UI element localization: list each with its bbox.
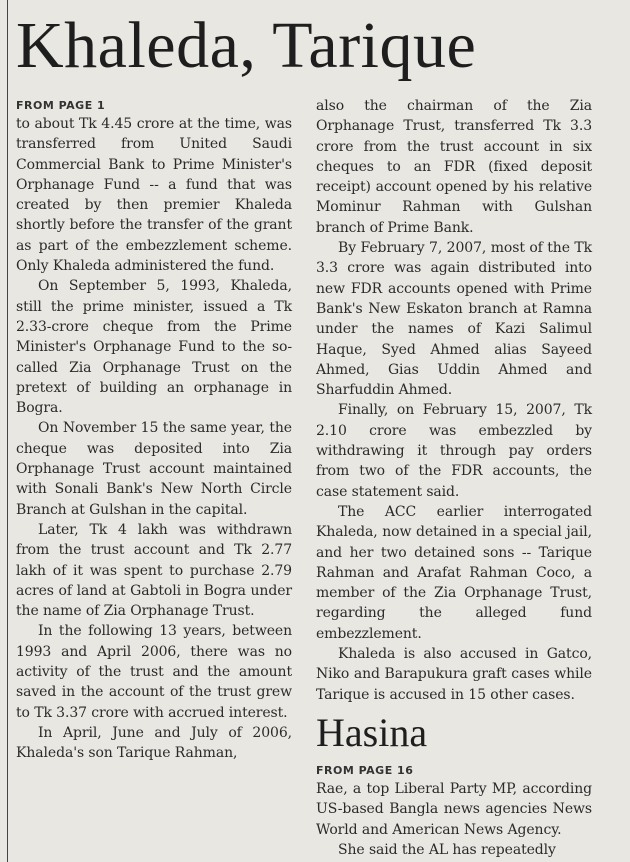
article-paragraph: also the chairman of the Zia Orphanage Trust, transferred Tk 3.3 crore from the trust account in six cheques to an FDR (fixed deposit receipt) account opened by his relative Mominur Rahman with Gulshan branch of Prime Bank.: [316, 98, 592, 236]
second-story-headline: Hasina: [316, 709, 428, 755]
article-paragraph: In April, June and July of 2006, Khaleda's son Tarique Rahman,: [16, 724, 292, 762]
right-column: [316, 96, 592, 860]
article-paragraph: She said the AL has repeatedly: [338, 841, 556, 858]
article-paragraph: Rae, a top Liberal Party MP, according US-based Bangla news agencies News World and American News Agency.: [316, 780, 592, 838]
left-column: [16, 96, 292, 764]
article-paragraph: Later, Tk 4 lakh was withdrawn from the trust account and Tk 2.77 lakh of it was spent to purchase 2.79 acres of land at Gabtoli in Bogra under the name of Zia Orphanage Trust.: [16, 521, 292, 620]
article-paragraph: On September 5, 1993, Khaleda, still the prime minister, issued a Tk 2.33-crore cheque from the Prime Minister's Orphanage Fund to the so-called Zia Orphanage Trust on the pretext of building an orphanage in Bogra.: [16, 278, 292, 417]
second-story-jump-label: FROM PAGE 16: [316, 763, 414, 777]
article-paragraph: In the following 13 years, between 1993 and April 2006, there was no activity of the trust and the amount saved in the account of the trust grew to Tk 3.37 crore with accrued interest.: [16, 623, 292, 721]
article-paragraph: to about Tk 4.45 crore at the time, was transferred from United Saudi Commercial Bank to Prime Minister's Orphanage Fund -- a fund that was created by then premier Khaleda shortly before the transfer of the grant as part of the embezzlement scheme. Only Khaleda administered the fund.: [16, 116, 292, 275]
article-paragraph: On November 15 the same year, the cheque was deposited into Zia Orphanage Trust account maintained with Sonali Bank's New North Circle Branch at Gulshan in the capital.: [16, 420, 292, 518]
article-paragraph: The ACC earlier interrogated Khaleda, now detained in a special jail, and her two detained sons -- Tarique Rahman and Arafat Rahman Coco, a member of the Zia Orphanage Trust, regarding the alleged fund embezzlement.: [316, 503, 592, 642]
jump-label: FROM PAGE 1: [16, 99, 106, 112]
article-paragraph: Finally, on February 15, 2007, Tk 2.10 crore was embezzled by withdrawing it through pay orders from two of the FDR accounts, the case statement said.: [316, 402, 592, 500]
left-column-rule: [7, 0, 8, 862]
article-paragraph: By February 7, 2007, most of the Tk 3.3 crore was again distributed into new FDR accounts opened with Prime Bank's New Eskaton branch at Ramna under the names of Kazi Salimul Haque, Syed Ahmed alias Sayeed Ahmed, Gias Uddin Ahmed and Sharfuddin Ahmed.: [316, 240, 592, 399]
article-paragraph: Khaleda is also accused in Gatco, Niko and Barapukura graft cases while Tarique is accused in 15 other cases.: [316, 646, 592, 703]
headline: Khaleda, Tarique: [16, 9, 477, 82]
